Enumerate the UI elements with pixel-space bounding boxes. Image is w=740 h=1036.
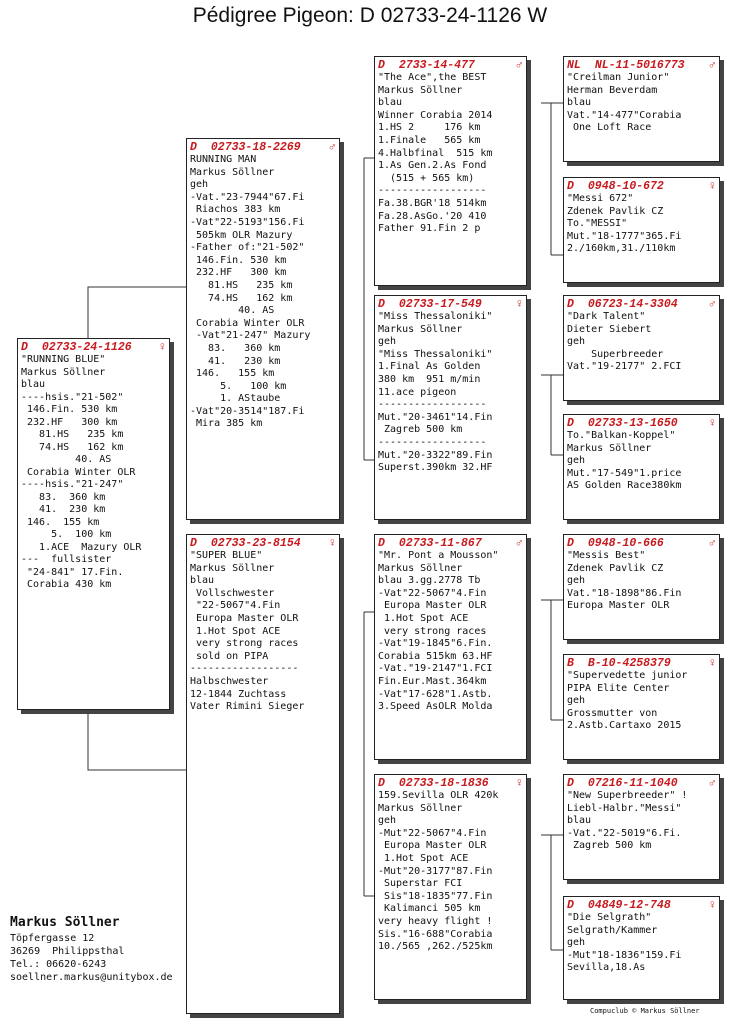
card-header [564,296,719,311]
detail-line: 146.Fin. 530 km [190,254,287,266]
detail-line: 41. 230 km [21,504,106,515]
detail-line: 83. 360 km [190,342,281,354]
detail-line: "Dark Talent" [567,311,646,322]
detail-line: -Mut"20-3177"87.Fin [378,865,493,877]
ring-number: 0948-10-672 [587,179,664,193]
detail-line: Riachos 383 km [190,204,281,216]
detail-line: blau [21,379,46,390]
detail-line: 11.ace pigeon [378,386,457,398]
detail-line: 232.HF 300 km [190,267,287,279]
detail-line: Mut."17-549"1.price [567,467,682,479]
detail-line: Corabia 515km 63.HF [378,650,493,662]
detail-line: Europa Master OLR [567,600,670,612]
detail-line: 1.As Gen.2.As Fond [378,160,487,172]
detail-line: very strong races [190,638,299,650]
detail-line: -Vat"20-3514"187.Fi [190,405,305,417]
great-grandparent-card-ffm[interactable] [563,177,720,283]
pigeon-details [18,354,169,592]
detail-line: 1.Finale 565 km [378,134,481,146]
detail-line: "22-5067"4.Fin [190,600,281,612]
detail-line: 1.Hot Spot ACE [190,625,281,637]
detail-line: 146. 155 km [21,516,100,528]
great-grandparent-card-fff[interactable] [563,56,720,162]
pigeon-details [564,550,719,613]
country-code: D [567,297,574,311]
detail-line: -Vat"17-628"1.Astb. [378,688,493,700]
detail-line: 1.HS 2 176 km [378,122,481,134]
pigeon-details [564,430,719,493]
detail-line: Vat."14-477"Corabia [567,109,682,121]
ring-number: 0948-10-666 [587,536,664,550]
detail-line: 1. AStaube [190,393,281,405]
detail-line: Europa Master OLR [190,612,299,624]
detail-line: "Mr. Pont a Mousson" [378,550,499,561]
maternal-grandfather-card[interactable] [374,534,527,760]
detail-line: 232.HF 300 km [21,416,118,428]
great-grandparent-card-mfm[interactable] [563,654,720,760]
detail-line: Sevilla,18.As [567,962,646,974]
detail-line: 5. 100 km [190,380,287,392]
detail-line: ------------------ [190,663,299,675]
detail-line: -Vat."22-5019"6.Fi. [567,827,682,839]
card-header [564,655,719,670]
detail-line: sold on PIPA [190,650,269,662]
female-symbol-icon: ♀ [708,179,716,193]
ring-number: NL-11-5016773 [594,58,685,72]
great-grandparent-card-mff[interactable] [563,534,720,640]
breeder-street: Töpfergasse 12 [10,933,95,944]
detail-line: Markus Söllner [567,442,652,454]
detail-line: 146. 155 km [190,368,275,380]
pigeon-details [375,311,526,475]
pigeon-details [375,72,526,236]
detail-line: Zagreb 500 km [378,424,463,436]
detail-line: -Vat"22-5193"156.Fi [190,216,305,228]
detail-line: Vollschwester [190,587,275,599]
ring-number: 2733-14-477 [398,58,475,72]
detail-line: -Mut"22-5067"4.Fin [378,827,487,839]
detail-line: 10./565 ,262./525km [378,941,493,953]
detail-line: "Creilman Junior" [567,72,670,83]
detail-line: RUNNING MAN [190,154,257,165]
detail-line: "Supervedette junior [567,670,688,681]
detail-line: geh [378,336,397,348]
detail-line: Mut."18-1777"365.Fi [567,230,682,242]
pigeon-details [375,790,526,954]
detail-line: -Vat"22-5067"4.Fin [378,587,487,599]
country-code: D [567,776,574,790]
female-symbol-icon: ♀ [328,536,336,550]
ring-number: 02733-23-8154 [210,536,301,550]
card-header [564,178,719,193]
detail-line: AS Golden Race380km [567,480,682,492]
detail-line: Sis."16-688"Corabia [378,928,493,940]
detail-line: To."MESSI" [567,218,628,230]
paternal-grandmother-card[interactable] [374,295,527,520]
detail-line: 4.Halbfinal 515 km [378,147,493,159]
detail-line: "New Superbreeder" ! [567,790,688,801]
detail-line: geh [567,937,586,949]
male-symbol-icon: ♂ [515,58,523,72]
country-code: D [378,536,385,550]
detail-line: blau 3.gg.2778 Tb [378,575,481,587]
detail-line: -Vat"21-247" Mazury [190,330,311,342]
ring-number: 02733-18-1836 [398,776,489,790]
detail-line: ------------------ [378,185,487,197]
male-symbol-icon: ♂ [708,536,716,550]
card-header [564,897,719,912]
detail-line: 1.Hot Spot ACE [378,612,469,624]
detail-line: -Mut"18-1836"159.Fi [567,949,682,961]
detail-line: -Vat."23-7944"67.Fi [190,191,305,203]
country-code: D [190,140,197,154]
ring-number: 02733-11-867 [398,536,482,550]
detail-line: PIPA Elite Center [567,682,670,694]
country-code: D [567,536,574,550]
detail-line: geh [378,815,397,827]
ring-number: 02733-13-1650 [587,416,678,430]
paternal-grandfather-card[interactable] [374,56,527,286]
detail-line: 81.HS 235 km [190,279,293,291]
country-code: D [21,340,28,354]
detail-line: -Vat"19-1845"6.Fin. [378,638,493,650]
detail-line: geh [567,455,586,467]
breeder-city: 36269 Philippsthal [10,946,125,957]
detail-line: blau [567,815,592,827]
detail-line: Markus Söllner [378,802,463,814]
detail-line: 83. 360 km [21,491,106,503]
detail-line: Superbreeder [567,348,664,360]
country-code: D [567,179,574,193]
detail-line: Europa Master OLR [378,600,487,612]
great-grandparent-card-fmm[interactable] [563,414,720,520]
country-code: D [567,416,574,430]
ring-number: 02733-17-549 [398,297,482,311]
female-symbol-icon: ♀ [708,656,716,670]
detail-line: "Messis Best" [567,550,646,561]
breeder-phone: Tel.: 06620-6243 [10,959,107,970]
detail-line: 146.Fin. 530 km [21,404,118,415]
detail-line: Liebl-Halbr."Messi" [567,802,682,814]
pigeon-details [187,154,339,431]
detail-line: very strong races [378,625,487,637]
detail-line: Sis"18-1835"77.Fin [378,890,493,902]
card-header [375,296,526,311]
father-pigeon-card[interactable] [186,138,340,520]
footer-credit: Compuclub © Markus Söllner [590,1007,700,1015]
pigeon-details [564,193,719,256]
detail-line: Superst.390km 32.HF [378,462,493,474]
card-header [564,775,719,790]
ring-number: 06723-14-3304 [587,297,678,311]
mother-pigeon-card[interactable] [186,534,340,1014]
card-header [564,535,719,550]
female-symbol-icon: ♀ [515,776,523,790]
detail-line: Mut."20-3322"89.Fin [378,449,493,461]
male-symbol-icon: ♂ [708,58,716,72]
country-code: D [190,536,197,550]
female-symbol-icon: ♀ [158,340,166,354]
female-symbol-icon: ♀ [708,898,716,912]
detail-line: Halbschwester [190,675,269,687]
detail-line: ------------------ [378,436,487,448]
ring-number: 04849-12-748 [587,898,671,912]
detail-line: ------------------ [378,399,487,411]
detail-line: 2./160km,31./110km [567,243,676,255]
detail-line: -Vat."19-2147"1.FCI [378,663,493,675]
pigeon-details [375,550,526,714]
detail-line: geh [567,695,586,707]
detail-line: 505km OLR Mazury [190,229,293,241]
female-symbol-icon: ♀ [515,297,523,311]
detail-line: Vat."18-1898"86.Fin [567,587,682,599]
detail-line: Grossmutter von [567,707,658,719]
country-code: D [378,776,385,790]
page-title: Pédigree Pigeon: D 02733-24-1126 W [192,4,548,27]
detail-line: Selgrath/Kammer [567,924,658,936]
detail-line: ----hsis."21-502" [21,391,124,403]
great-grandparent-card-mmm[interactable] [563,896,720,1000]
detail-line: geh [190,179,209,191]
detail-line: --- fullsister [21,554,112,565]
card-header [187,535,339,550]
detail-line: Mut."20-3461"14.Fin [378,411,493,423]
detail-line: blau [378,97,403,109]
detail-line: Markus Söllner [378,84,463,96]
detail-line: 74.HS 162 km [21,441,124,453]
detail-line: 74.HS 162 km [190,292,293,304]
country-code: D [378,58,385,72]
detail-line: "The Ace",the BEST [378,72,487,83]
great-grandparent-card-fmf[interactable] [563,295,720,401]
detail-line: Markus Söllner [378,323,463,335]
detail-line: (515 + 565 km) [378,172,475,184]
breeder-name: Markus Söllner [10,915,120,930]
detail-line: "Die Selgrath" [567,912,652,923]
detail-line: Superstar FCI [378,878,463,890]
detail-line: blau [567,97,592,109]
detail-line: Kalimanci 505 km [378,903,481,915]
country-code: D [567,898,574,912]
detail-line: -Father of:"21-502" [190,242,305,254]
detail-line: Corabia Winter OLR [21,466,136,478]
subject-pigeon-card[interactable] [17,338,170,710]
detail-line: 40. AS [21,454,112,465]
detail-line: ----hsis."21-247" [21,479,124,490]
detail-line: Zdenek Pavlik CZ [567,562,664,574]
detail-line: Herman Beverdam [567,84,658,96]
detail-line: "Miss Thessaloniki" [378,311,493,322]
detail-line: 3.Speed AsOLR Molda [378,701,493,713]
detail-line: blau [190,575,215,587]
detail-line: Fa.28.AsGo.'20 410 [378,210,487,222]
pigeon-details [187,550,339,714]
detail-line: Vater Rimini Sieger [190,701,305,713]
detail-line: Vat."19-2177" 2.FCI [567,361,682,373]
pigeon-details [564,311,719,374]
card-header [187,139,339,154]
pigeon-details [564,790,719,853]
male-symbol-icon: ♂ [708,297,716,311]
detail-line: 12-1844 Zuchtass [190,688,287,700]
detail-line: 1.ACE Mazury OLR [21,541,142,553]
breeder-email[interactable]: soellner.markus@unitybox.de [10,972,173,983]
detail-line: Father 91.Fin 2 p [378,223,481,235]
ring-number: 02733-18-2269 [210,140,301,154]
pigeon-details [564,912,719,975]
detail-line: 1.Final As Golden [378,361,481,373]
breeder-info [10,914,173,984]
male-symbol-icon: ♂ [515,536,523,550]
detail-line: 81.HS 235 km [21,429,124,440]
detail-line: 5. 100 km [21,529,112,540]
country-code: D [378,297,385,311]
detail-line: 40. AS [190,305,275,317]
detail-line: Europa Master OLR [378,840,487,852]
detail-line: 159.Sevilla OLR 420k [378,790,499,801]
detail-line: "Messi 672" [567,193,634,204]
detail-line: Winner Corabia 2014 [378,109,493,121]
card-header [564,415,719,430]
detail-line: 2.Astb.Cartaxo 2015 [567,720,682,732]
male-symbol-icon: ♂ [328,140,336,154]
detail-line: very heavy flight ! [378,915,493,927]
detail-line: To."Balkan-Koppel" [567,430,676,441]
detail-line: Dieter Siebert [567,323,652,335]
great-grandparent-card-mmf[interactable] [563,774,720,880]
female-symbol-icon: ♀ [708,416,716,430]
card-header [375,775,526,790]
card-header [564,57,719,72]
card-header [375,535,526,550]
country-code: NL [567,58,581,72]
maternal-grandmother-card[interactable] [374,774,527,1000]
ring-number: 02733-24-1126 [41,340,132,354]
detail-line: Zagreb 500 km [567,840,652,852]
detail-line: Zdenek Pavlik CZ [567,205,664,217]
detail-line: "RUNNING BLUE" [21,354,106,365]
card-header [375,57,526,72]
detail-line: 41. 230 km [190,355,281,367]
card-header [18,339,169,354]
male-symbol-icon: ♂ [708,776,716,790]
detail-line: geh [567,575,586,587]
ring-number: 07216-11-1040 [587,776,678,790]
detail-line: geh [567,336,586,348]
detail-line: Markus Söllner [21,366,106,378]
detail-line: Markus Söllner [378,562,463,574]
country-code: B [567,656,574,670]
detail-line: Markus Söllner [190,562,275,574]
detail-line: Fin.Eur.Mast.364km [378,675,487,687]
pigeon-details [564,670,719,733]
ring-number: B-10-4258379 [587,656,671,670]
detail-line: Mira 385 km [190,418,263,430]
detail-line: "SUPER BLUE" [190,550,263,561]
detail-line: "Miss Thessaloniki" [378,348,493,360]
detail-line: One Loft Race [567,122,652,134]
detail-line: Fa.38.BGR'18 514km [378,197,487,209]
detail-line: "24-841" 17.Fin. [21,566,124,578]
pigeon-details [564,72,719,135]
detail-line: Corabia Winter OLR [190,317,305,329]
detail-line: Corabia 430 km [21,579,112,590]
detail-line: 1.Hot Spot ACE [378,852,469,864]
detail-line: 380 km 951 m/min [378,373,481,385]
detail-line: Markus Söllner [190,166,275,178]
